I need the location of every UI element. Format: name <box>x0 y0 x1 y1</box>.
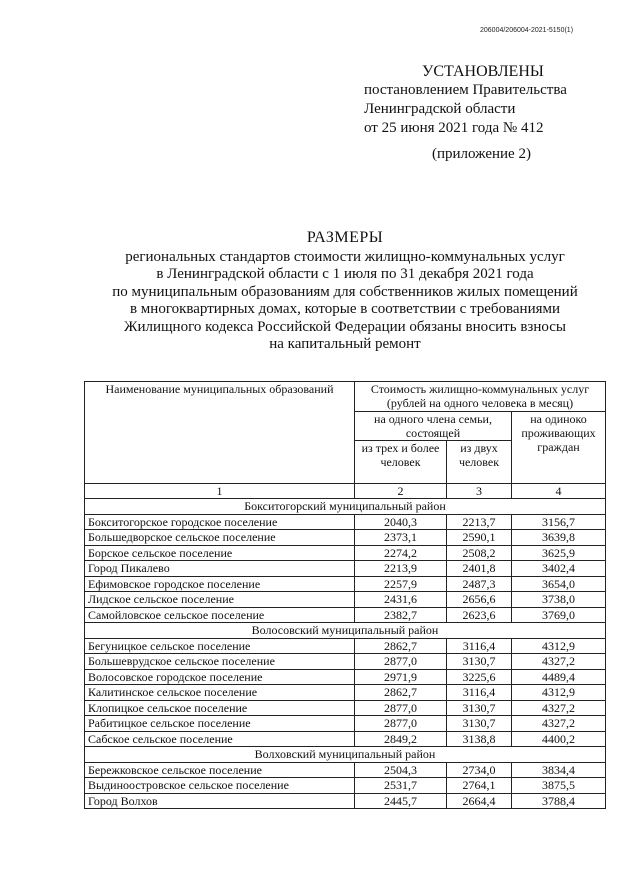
value-two: 3116,4 <box>447 638 512 654</box>
table-row <box>85 545 606 561</box>
district-name: Бокситогорский муниципальный район <box>85 499 606 515</box>
title-line: в Ленинградской области с 1 июля по 31 декабря 2021 года <box>156 266 534 282</box>
value-two: 2664,4 <box>447 793 512 809</box>
municipality-name: Город Пикалево <box>85 561 355 577</box>
value-single: 4327,2 <box>512 700 606 716</box>
value-three-plus: 2382,7 <box>355 607 447 623</box>
value-single: 3156,7 <box>512 514 606 530</box>
municipality-name: Самойловское сельское поселение <box>85 607 355 623</box>
header-two: из двух человек <box>447 441 512 484</box>
table-row <box>85 762 606 778</box>
table-row <box>85 638 606 654</box>
value-single: 3738,0 <box>512 592 606 608</box>
value-two: 2734,0 <box>447 762 512 778</box>
column-number: 2 <box>355 484 447 499</box>
municipality-name: Лидское сельское поселение <box>85 592 355 608</box>
municipality-name: Город Волхов <box>85 793 355 809</box>
value-three-plus: 2257,9 <box>355 576 447 592</box>
value-single: 4327,2 <box>512 654 606 670</box>
value-single: 3625,9 <box>512 545 606 561</box>
table-row <box>85 530 606 546</box>
municipality-name: Бережковское сельское поселение <box>85 762 355 778</box>
value-two: 2213,7 <box>447 514 512 530</box>
document-title <box>60 229 630 354</box>
district-row <box>85 499 606 515</box>
value-three-plus: 2877,0 <box>355 654 447 670</box>
approval-line: от 25 июня 2021 года № 412 <box>364 120 544 136</box>
header-cost: Стоимость жилищно-коммунальных услуг (рублей на одного человека в месяц) <box>355 382 606 412</box>
value-single: 4327,2 <box>512 716 606 732</box>
header-per-family-member: на одного члена семьи, состоящей <box>355 412 512 441</box>
table-row <box>85 654 606 670</box>
municipality-name: Рабитицкое сельское поселение <box>85 716 355 732</box>
value-single: 3875,5 <box>512 778 606 794</box>
district-name: Волосовский муниципальный район <box>85 623 606 639</box>
value-single: 3639,8 <box>512 530 606 546</box>
table-row <box>85 576 606 592</box>
value-two: 2590,1 <box>447 530 512 546</box>
header-three-plus: из трех и более человек <box>355 441 447 484</box>
value-three-plus: 2445,7 <box>355 793 447 809</box>
value-three-plus: 2877,0 <box>355 700 447 716</box>
document-id: 206004/206004-2021-5150(1) <box>480 27 574 34</box>
value-three-plus: 2862,7 <box>355 685 447 701</box>
value-three-plus: 2040,3 <box>355 514 447 530</box>
value-three-plus: 2971,9 <box>355 669 447 685</box>
value-two: 2508,2 <box>447 545 512 561</box>
table-row <box>85 731 606 747</box>
district-row <box>85 623 606 639</box>
value-single: 3788,4 <box>512 793 606 809</box>
table-row <box>85 514 606 530</box>
value-single: 3834,4 <box>512 762 606 778</box>
value-two: 3130,7 <box>447 654 512 670</box>
value-three-plus: 2862,7 <box>355 638 447 654</box>
municipality-name: Большедворское сельское поселение <box>85 530 355 546</box>
approval-line: Ленинградской области <box>364 101 516 117</box>
district-name: Волховский муниципальный район <box>85 747 606 763</box>
value-single: 3402,4 <box>512 561 606 577</box>
value-single: 3654,0 <box>512 576 606 592</box>
value-three-plus: 2274,2 <box>355 545 447 561</box>
title-line: на капитальный ремонт <box>269 336 421 352</box>
value-two: 3116,4 <box>447 685 512 701</box>
column-number: 1 <box>85 484 355 499</box>
value-two: 2656,6 <box>447 592 512 608</box>
municipality-name: Выдиноостровское сельское поселение <box>85 778 355 794</box>
municipality-name: Калитинское сельское поселение <box>85 685 355 701</box>
column-number: 4 <box>512 484 606 499</box>
value-three-plus: 2213,9 <box>355 561 447 577</box>
header-single: на одиноко проживающих граждан <box>512 412 606 484</box>
standards-table <box>84 381 606 809</box>
table-row <box>85 685 606 701</box>
value-two: 3138,8 <box>447 731 512 747</box>
table-row <box>85 716 606 732</box>
value-two: 3130,7 <box>447 716 512 732</box>
value-three-plus: 2849,2 <box>355 731 447 747</box>
title-line: по муниципальным образованиям для собственников жилых помещений <box>112 283 578 300</box>
table-row <box>85 778 606 794</box>
value-single: 3769,0 <box>512 607 606 623</box>
column-number: 3 <box>447 484 512 499</box>
value-three-plus: 2531,7 <box>355 778 447 794</box>
table-row <box>85 561 606 577</box>
value-single: 4400,2 <box>512 731 606 747</box>
approval-heading: УСТАНОВЛЕНЫ <box>422 63 544 80</box>
municipality-name: Большеврудское сельское поселение <box>85 654 355 670</box>
appendix-label: (приложение 2) <box>432 146 531 162</box>
title-line: Жилищного кодекса Российской Федерации обязаны вносить взносы <box>124 318 566 335</box>
value-two: 3225,6 <box>447 669 512 685</box>
value-single: 4312,9 <box>512 685 606 701</box>
table-row <box>85 607 606 623</box>
approval-line: постановлением Правительства <box>364 82 567 98</box>
value-two: 3130,7 <box>447 700 512 716</box>
municipality-name: Бокситогорское городское поселение <box>85 514 355 530</box>
value-three-plus: 2877,0 <box>355 716 447 732</box>
municipality-name: Ефимовское городское поселение <box>85 576 355 592</box>
title-main: РАЗМЕРЫ <box>306 229 384 246</box>
value-single: 4312,9 <box>512 638 606 654</box>
header-name: Наименование муниципальных образований <box>85 382 355 484</box>
municipality-name: Бегуницкое сельское поселение <box>85 638 355 654</box>
value-three-plus: 2504,3 <box>355 762 447 778</box>
value-two: 2764,1 <box>447 778 512 794</box>
approval-block <box>364 62 567 138</box>
table-row <box>85 669 606 685</box>
table-row <box>85 793 606 809</box>
municipality-name: Волосовское городское поселение <box>85 669 355 685</box>
value-two: 2623,6 <box>447 607 512 623</box>
title-line: в многоквартирных домах, которые в соответствии с требованиями <box>129 301 561 317</box>
municipality-name: Борское сельское поселение <box>85 545 355 561</box>
district-row <box>85 747 606 763</box>
title-line: региональных стандартов стоимости жилищно-коммунальных услуг <box>125 248 565 265</box>
value-two: 2401,8 <box>447 561 512 577</box>
value-two: 2487,3 <box>447 576 512 592</box>
municipality-name: Клопицкое сельское поселение <box>85 700 355 716</box>
value-three-plus: 2373,1 <box>355 530 447 546</box>
municipality-name: Сабское сельское поселение <box>85 731 355 747</box>
table-row <box>85 592 606 608</box>
value-single: 4489,4 <box>512 669 606 685</box>
table-body <box>85 499 606 809</box>
table-row <box>85 700 606 716</box>
value-three-plus: 2431,6 <box>355 592 447 608</box>
